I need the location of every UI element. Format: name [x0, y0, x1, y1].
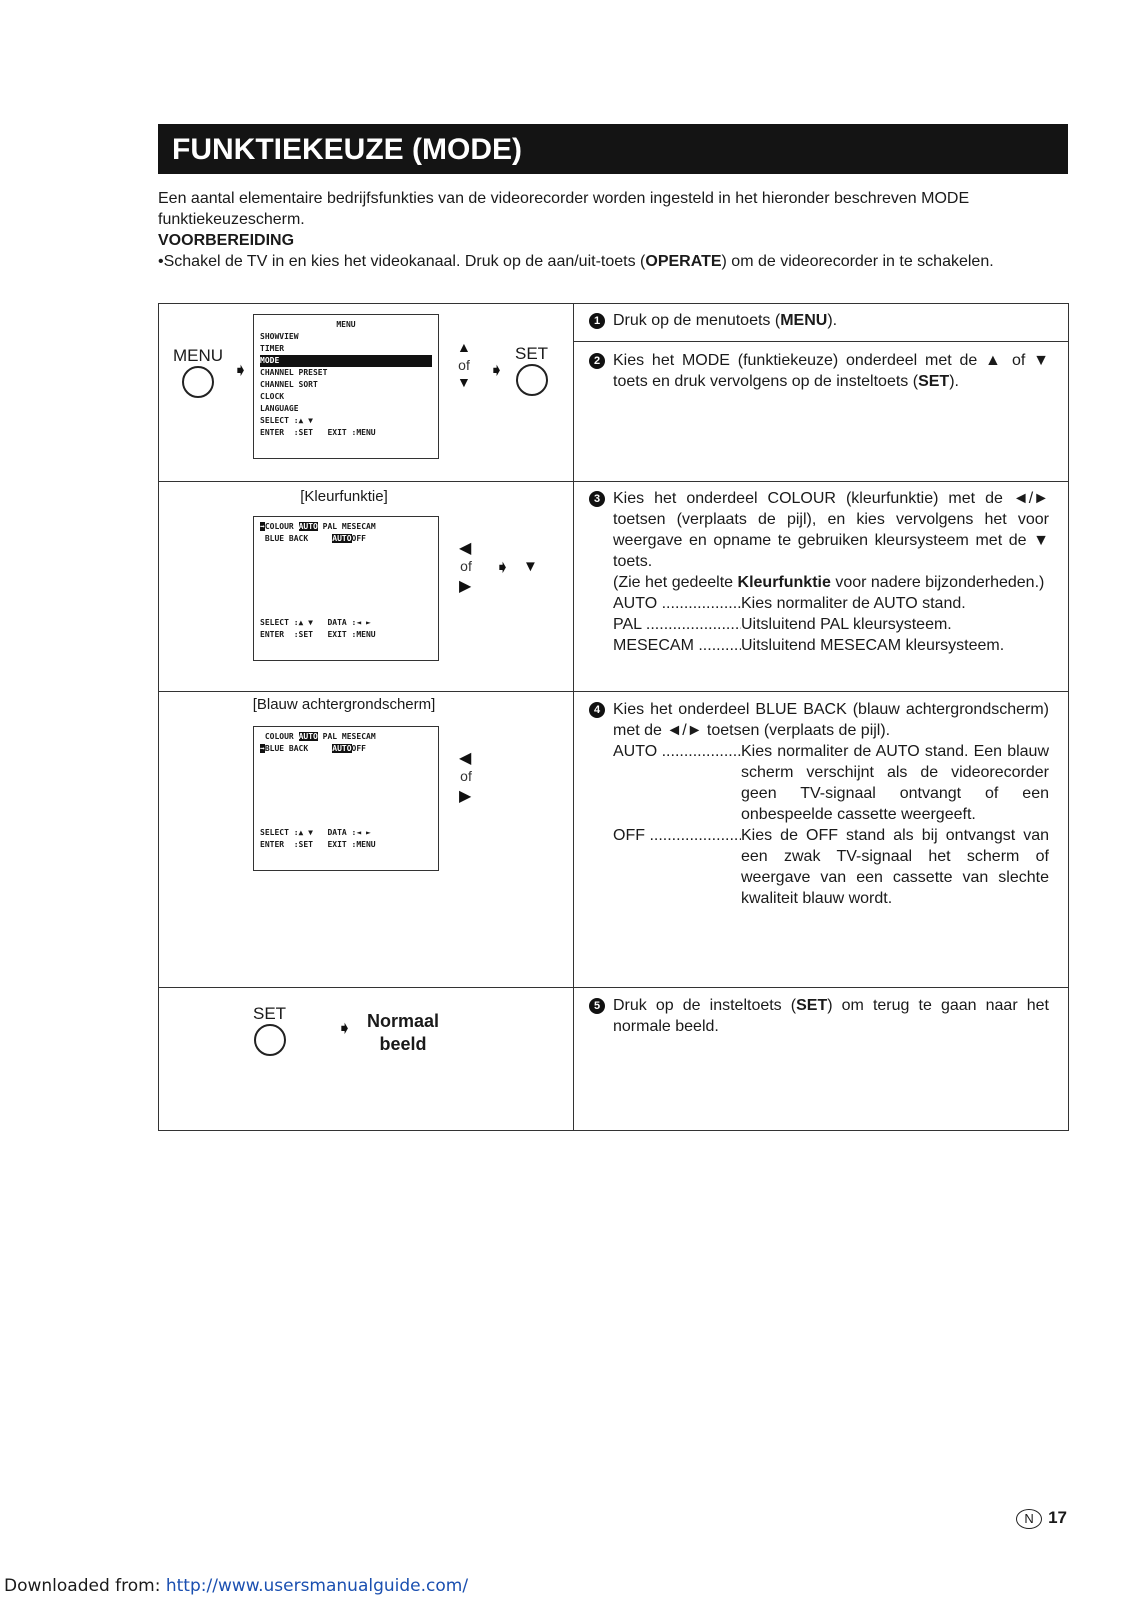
- step-5-text: Druk op de insteltoets (SET) om terug te gaan naar het normale beeld.: [613, 997, 1049, 1035]
- section-heading: VOORBEREIDING: [158, 232, 295, 249]
- up-arrow-icon: ▲: [457, 339, 471, 355]
- menu-button-icon: [182, 366, 214, 398]
- down-arrow-icon: ▼: [523, 558, 538, 575]
- colour-caption: [Kleurfunktie]: [300, 488, 388, 505]
- menu-key: MENU: [173, 346, 223, 398]
- step-4-text: Kies het onderdeel BLUE BACK (blauw achtergrondscherm) met de ◄/► toetsen (verplaats de pijl). AUTO ..... Kies normaliter de AUTO stand. Een blauw scherm verschijnt als de videorecorder geen TV-signaal ontvangt of een onbespeelde cassette weergeeft. OFF ..... Kies de OFF stand als bij ontvangst van een zwak TV-signaal het scherm of weergave van een cassette van slechte kwaliteit blauw wordt.: [613, 699, 1049, 909]
- down-arrow-icon: ▼: [457, 374, 471, 390]
- preparation-bullet: •Schakel de TV in en kies het videokanaal. Druk op de aan/uit-toets (OPERATE) om de videorecorder in te schakelen.: [158, 253, 994, 270]
- right-arrow-icon: ▶: [459, 578, 472, 595]
- blue-back-caption: [Blauw achtergrondscherm]: [252, 696, 436, 713]
- row-divider: [573, 341, 1069, 342]
- normal-picture-label: Normaal beeld: [366, 1011, 440, 1054]
- step-1-text: Druk op de menutoets (MENU).: [613, 312, 838, 329]
- left-arrow-icon: ◀: [459, 540, 472, 557]
- step-number-3: 3: [589, 491, 605, 507]
- steps-table: MENU ➧ MENU SHOWVIEW TIMER MODE CHANNEL PRESET CHANNEL SORT CLOCK LANGUAGE SELECT :▲ ▼ ENTER :SET EXIT :MENU ▲ of ▼ ➧ SET [Kleurfunktie] ➡COLOUR AUTO PAL MESECAM BLUE BACK AUTOOFF SELECT :▲ ▼ DATA :◄ ► ENTER :SET EXIT :MENU ◀ of ▶ ➧ ▼ [Blauw achtergrondscherm] COLOUR AUTO PAL MESECAM ➡BLUE BACK AUTOOFF SELECT :▲ ▼ DATA :◄ ► ENTER :SET EXIT :MENU ◀ of ▶ SET ➧ Normaal beeld 1 Druk op de menutoets (MENU). 2 Kies het MODE (funktiekeuze) onderdeel met de ▲ of ▼ toets en druk vervolgens op de insteltoets (SET). 3 Kies het onderdeel COLOUR (kleurfunktie) met de ◄/► toetsen (verplaats de pijl), en kies vervolgens het voor weergave en opname te gebruiken kleursysteem met de ▼ toets. (Zie het gedeelte Kleurfunktie voor nadere bijzonderheden.) AUTO ..... Kies normaliter de AUTO stand. PAL ..... Uitsluitend PAL kleursysteem. MESECAM ..... Uitsluitend MESECAM kleursysteem. 4 Kies het onderdeel BLUE BACK (blauw achtergrondscherm) met de ◄/► toetsen (verplaats de pijl). AUTO ..... Kies normaliter de AUTO stand. Een blauw scherm verschijnt als de videorecorder geen TV-signaal ontvangt of een onbespeelde cassette weergeeft. OFF ..... Kies de OFF stand als bij ontvangst van een zwak TV-signaal het scherm of weergave van een cassette van slechte kwaliteit blauw wordt. 5 Druk op de insteltoets (SET) om terug te gaan naar het normale beeld.: [158, 303, 1069, 1131]
- source-link[interactable]: http://www.usersmanualguide.com/: [165, 1576, 469, 1596]
- row-divider: [159, 987, 1069, 988]
- download-footer: Downloaded from: http://www.usersmanualguide.com/: [4, 1576, 469, 1596]
- page-number: N 17: [1016, 1508, 1067, 1529]
- row-divider: [159, 691, 1069, 692]
- menu-item-selected: MODE: [260, 355, 432, 367]
- page-title: FUNKTIEKEUZE (MODE): [158, 124, 1068, 174]
- row-divider: [159, 481, 1069, 482]
- menu-screen: MENU SHOWVIEW TIMER MODE CHANNEL PRESET CHANNEL SORT CLOCK LANGUAGE SELECT :▲ ▼ ENTER :SET EXIT :MENU: [253, 314, 439, 459]
- next-arrow-icon: ➧: [495, 557, 511, 577]
- intro: [158, 188, 1068, 272]
- set-key: SET: [253, 1004, 286, 1056]
- blue-back-screen: COLOUR AUTO PAL MESECAM ➡BLUE BACK AUTOOFF SELECT :▲ ▼ DATA :◄ ► ENTER :SET EXIT :MENU: [253, 726, 439, 871]
- next-arrow-icon: ➧: [337, 1018, 353, 1038]
- set-button-icon: [254, 1024, 286, 1056]
- right-arrow-icon: ▶: [459, 788, 472, 805]
- step-number-2: 2: [589, 353, 605, 369]
- next-arrow-icon: ➧: [233, 360, 249, 380]
- step-number-4: 4: [589, 702, 605, 718]
- colour-screen: ➡COLOUR AUTO PAL MESECAM BLUE BACK AUTOOFF SELECT :▲ ▼ DATA :◄ ► ENTER :SET EXIT :MENU: [253, 516, 439, 661]
- step-2-text: Kies het MODE (funktiekeuze) onderdeel met de ▲ of ▼ toets en druk vervolgens op de insteltoets (SET).: [613, 352, 1049, 390]
- step-number-1: 1: [589, 313, 605, 329]
- set-button-icon: [516, 364, 548, 396]
- column-divider: [573, 304, 574, 1130]
- step-3-text: Kies het onderdeel COLOUR (kleurfunktie) met de ◄/► toetsen (verplaats de pijl), en kies vervolgens het voor weergave en opname te gebruiken kleursysteem met de ▼ toets. (Zie het gedeelte Kleurfunktie voor nadere bijzonderheden.) AUTO ..... Kies normaliter de AUTO stand. PAL ..... Uitsluitend PAL kleursysteem. MESECAM ..... Uitsluitend MESECAM kleursysteem.: [613, 488, 1049, 656]
- step-number-5: 5: [589, 998, 605, 1014]
- next-arrow-icon: ➧: [489, 360, 505, 380]
- set-key: SET: [515, 344, 548, 396]
- intro-text: Een aantal elementaire bedrijfsfunkties van de videorecorder worden ingesteld in het hieronder beschreven MODE funktiekeuzescherm.: [158, 190, 970, 228]
- left-arrow-icon: ◀: [459, 750, 472, 767]
